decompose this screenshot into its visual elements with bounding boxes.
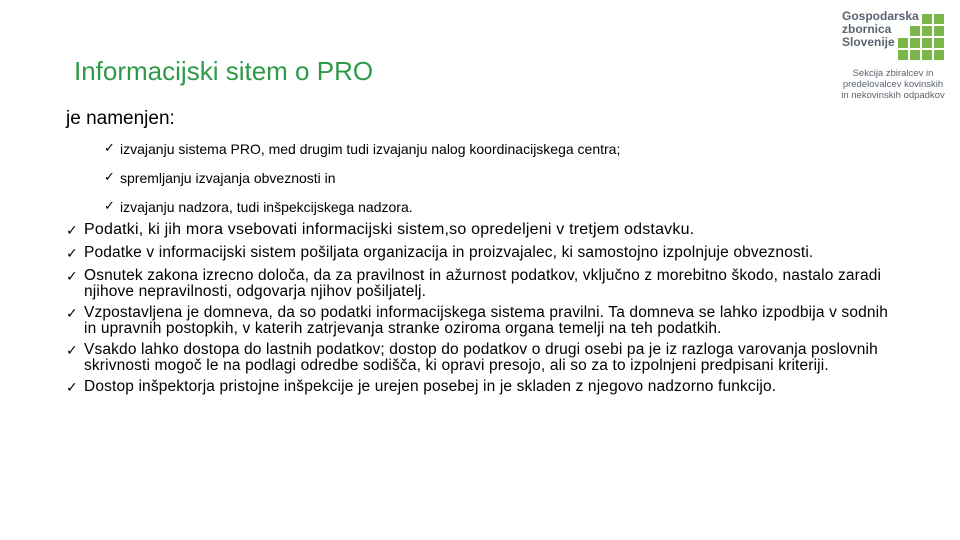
checkmark-icon: ✓ — [104, 170, 115, 185]
main-list-item — [66, 268, 896, 300]
main-list-item — [66, 245, 896, 263]
logo-section-line: in nekovinskih odpadkov — [841, 90, 945, 101]
logo-grid-icon — [896, 14, 944, 62]
main-list-item — [66, 342, 896, 374]
sub-bullet-list — [104, 140, 864, 227]
logo-section-line: Sekcija zbiralcev in — [852, 68, 934, 79]
logo-name-line: Slovenije — [842, 35, 895, 49]
main-list-item — [66, 305, 896, 337]
main-item-text: Osnutek zakona izrecno določa, da za pravilnost in ažurnost podatkov, vključno z morebitno škodo, nastalo zaradi njihove nepravilnosti, odgovarja njihov pošiljatelj. — [84, 267, 882, 300]
checkmark-icon: ✓ — [66, 246, 78, 262]
slide-subtitle: je namenjen: — [66, 108, 175, 129]
main-item-text: Podatki, ki jih mora vsebovati informacijski sistem,so opredeljeni v tretjem odstavku. — [84, 221, 695, 238]
sub-list-item — [104, 140, 864, 169]
logo-name-line: Gospodarska — [842, 9, 919, 23]
sub-list-item — [104, 169, 864, 198]
checkmark-icon: ✓ — [104, 199, 115, 214]
slide-title: Informacijski sitem o PRO — [74, 56, 374, 86]
checkmark-icon: ✓ — [66, 306, 78, 322]
checkmark-icon: ✓ — [66, 269, 78, 285]
logo-name-line: zbornica — [842, 22, 892, 36]
main-item-text: Dostop inšpektorja pristojne inšpekcije je urejen posebej in je skladen z njegovo nadzorno funkcijo. — [84, 378, 777, 395]
checkmark-icon: ✓ — [66, 380, 78, 396]
main-item-text: Vsakdo lahko dostopa do lastnih podatkov; dostop do podatkov o drugi osebi pa je iz razloga varovanja poslovnih skrivnosti mogoč le na podlagi odredbe sodišča, ki opravi presojo, ali so za to izpolnjeni predpisani kriteriji. — [84, 341, 878, 374]
sub-item-text: izvajanju nadzora, tudi inšpekcijskega nadzora. — [120, 199, 413, 215]
checkmark-icon: ✓ — [66, 343, 78, 359]
sub-item-text: izvajanju sistema PRO, med drugim tudi izvajanju nalog koordinacijskega centra; — [120, 141, 621, 157]
checkmark-icon: ✓ — [104, 141, 115, 156]
logo-section-name — [834, 68, 952, 101]
main-bullet-list — [66, 222, 896, 402]
logo-section-line: predelovalcev kovinskih — [842, 79, 944, 90]
main-item-text: Vzpostavljena je domneva, da so podatki informacijskega sistema pravilni. Ta domneva se lahko izpodbija v sodnih in upravnih postopkih, v katerih zatrjevanja stranke oziroma organa temelji na teh podatkih. — [84, 304, 889, 337]
main-list-item — [66, 379, 896, 397]
sub-item-text: spremljanju izvajanja obveznosti in — [120, 170, 336, 186]
main-item-text: Podatke v informacijski sistem pošiljata organizacija in proizvajalec, ki samostojno izpolnjuje obveznosti. — [84, 244, 814, 261]
checkmark-icon: ✓ — [66, 223, 78, 239]
main-list-item — [66, 222, 896, 240]
